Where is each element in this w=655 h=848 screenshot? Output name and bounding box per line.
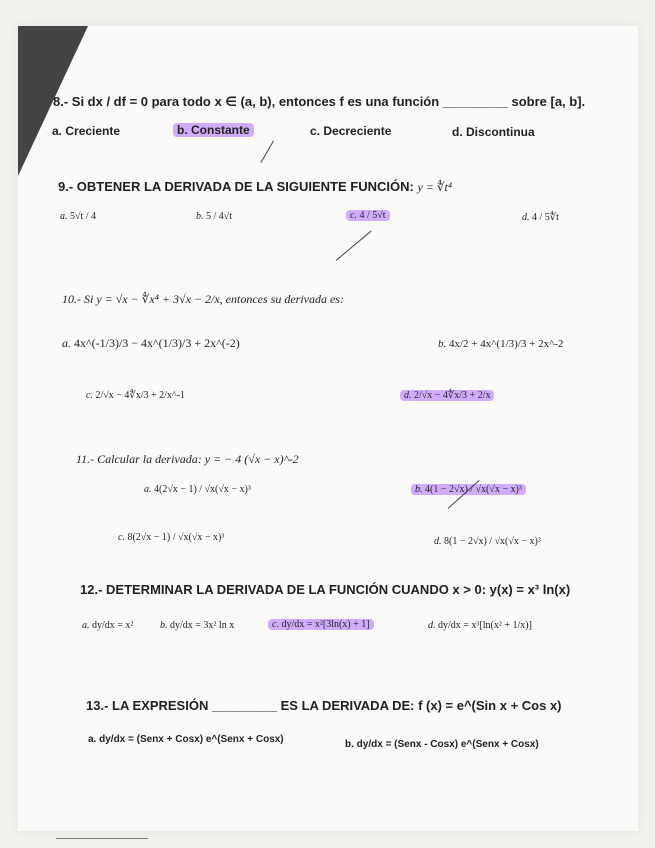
q8-option-d xyxy=(452,125,535,139)
option-label: b. xyxy=(177,123,188,137)
q10-option-c xyxy=(86,390,185,401)
option-text: dy/dx = (Senx + Cosx) e^(Senx + Cosx) xyxy=(99,734,284,745)
option-text: 4 / 5√t xyxy=(359,210,386,221)
q12-option-a xyxy=(82,620,133,631)
option-text: Creciente xyxy=(65,124,121,138)
option-label: a. xyxy=(62,336,71,350)
q8-option-c xyxy=(310,124,391,138)
option-label: a. xyxy=(60,211,68,222)
option-label: a. xyxy=(88,734,97,745)
q11-option-c xyxy=(118,532,224,543)
q8-question: 8.- Si dx / df = 0 para todo x ∈ (a, b), entonces f es una función _________ sobre [a, b]. xyxy=(53,94,586,109)
option-label: a. xyxy=(52,124,63,138)
option-label: b. xyxy=(196,211,204,222)
option-label: c. xyxy=(350,210,357,221)
option-text: dy/dx = x²[3ln(x) + 1] xyxy=(281,619,370,630)
exam-page xyxy=(18,26,638,831)
q12-option-c xyxy=(268,619,374,630)
pen-stroke xyxy=(336,231,372,261)
q10-option-a xyxy=(62,336,240,351)
option-label: c. xyxy=(86,390,93,401)
option-label: c. xyxy=(118,532,125,543)
option-label: a. xyxy=(144,484,152,495)
option-text: 8(2√x − 1) / √x(√x − x)³ xyxy=(127,532,225,543)
pen-check-mark xyxy=(261,141,274,163)
option-text: 5√t / 4 xyxy=(70,211,97,222)
q9-option-d xyxy=(522,212,559,223)
option-label: c. xyxy=(310,124,321,138)
option-text: 4 / 5∜t xyxy=(532,212,559,223)
option-label: b. xyxy=(438,338,447,350)
q13-option-a xyxy=(88,734,284,745)
q12-question: 12.- DETERMINAR LA DERIVADA DE LA FUNCIÓN CUANDO x > 0: y(x) = x³ ln(x) xyxy=(80,582,571,597)
option-text: 4(1 − 2√x) / √x(√x − x)³ xyxy=(425,484,522,495)
option-text: 4x^(-1/3)/3 − 4x^(1/3)/3 + 2x^(-2) xyxy=(74,336,240,350)
option-text: 8(1 − 2√x) / √x(√x − x)³ xyxy=(444,536,541,547)
option-text: dy/dx = (Senx - Cosx) e^(Senx + Cosx) xyxy=(356,739,539,750)
q11-option-a xyxy=(144,484,251,495)
option-text: 2/√x − 4∜x/3 + 2/x^-1 xyxy=(95,390,185,401)
q11-question: 11.- Calcular la derivada: y = − 4 (√x − x)^-2 xyxy=(76,452,299,466)
option-text: 4(2√x − 1) / √x(√x − x)³ xyxy=(154,484,251,495)
option-text: 2/√x − 4∜x/3 + 2/x xyxy=(414,390,491,401)
option-label: b. xyxy=(415,484,423,495)
q9-option-b xyxy=(196,211,232,222)
q8-option-a xyxy=(52,124,120,138)
q13-question: 13.- LA EXPRESIÓN _________ ES LA DERIVADA DE: f (x) = e^(Sin x + Cos x) xyxy=(86,698,562,713)
q12-option-b xyxy=(160,620,234,631)
q12-option-d xyxy=(428,620,532,631)
q9-title: 9.- OBTENER LA DERIVADA DE LA SIGUIENTE FUNCIÓN: xyxy=(58,179,414,194)
q9-function: y = ∜t⁴ xyxy=(417,180,453,194)
option-text: 5 / 4√t xyxy=(206,211,233,222)
option-label: d. xyxy=(434,536,442,547)
option-label: d. xyxy=(404,390,412,401)
q11-option-d xyxy=(434,536,541,547)
option-text: dy/dx = x³[ln(x² + 1/x)] xyxy=(438,620,532,631)
q9-question xyxy=(58,179,618,195)
option-text: Discontinua xyxy=(466,125,535,139)
option-label: d. xyxy=(452,125,463,139)
option-text: dy/dx = x² xyxy=(92,620,134,631)
q13-option-b xyxy=(345,739,539,750)
option-label: b. xyxy=(345,739,354,750)
q9-option-a xyxy=(60,211,96,222)
q9-option-c xyxy=(346,210,390,221)
option-label: c. xyxy=(272,619,279,630)
option-label: d. xyxy=(428,620,436,631)
option-label: a. xyxy=(82,620,90,631)
option-text: Decreciente xyxy=(323,124,392,138)
option-label: d. xyxy=(522,212,530,223)
q10-option-b xyxy=(438,338,563,350)
footer-divider xyxy=(56,838,148,839)
q10-question: 10.- Si y = √x − ∜x⁴ + 3√x − 2/x, entonces su derivada es: xyxy=(62,292,344,306)
option-text: 4x/2 + 4x^(1/3)/3 + 2x^-2 xyxy=(449,338,564,350)
q8-option-b xyxy=(173,123,254,137)
option-text: dy/dx = 3x² ln x xyxy=(170,620,235,631)
q10-option-d xyxy=(400,390,494,401)
option-label: b. xyxy=(160,620,168,631)
option-text: Constante xyxy=(191,123,250,137)
